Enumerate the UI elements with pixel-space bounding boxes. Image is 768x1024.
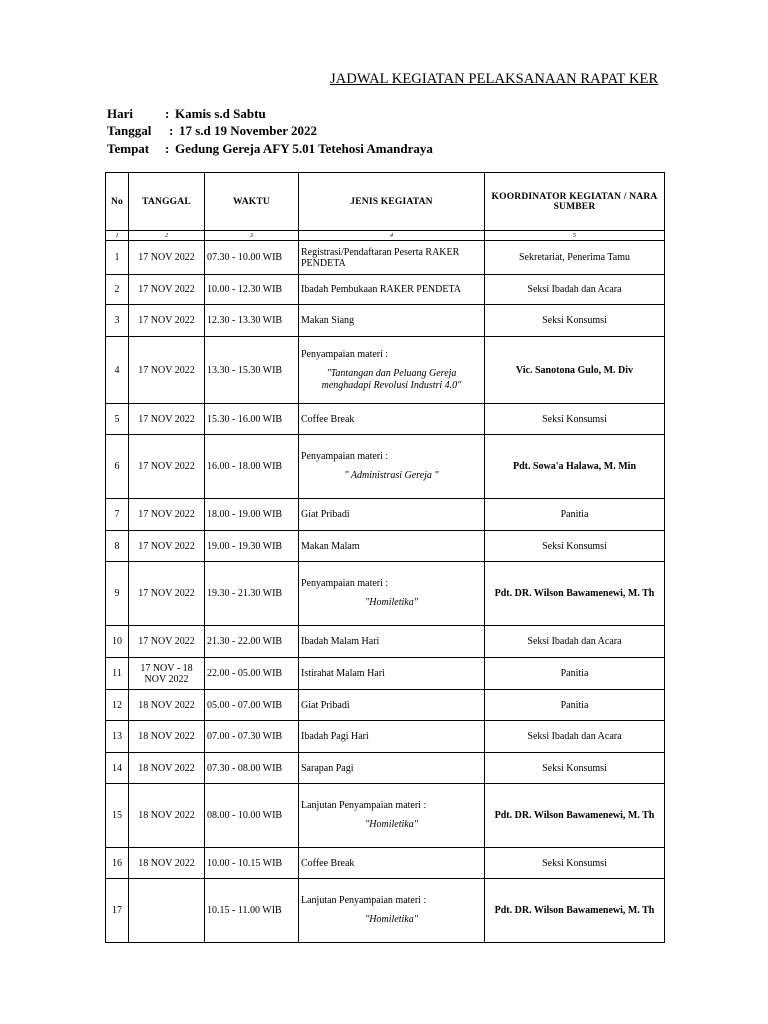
row-activity: Makan Siang [299,305,485,337]
row-date: 17 NOV 2022 [129,435,205,499]
row-number: 2 [106,275,129,305]
row-number: 16 [106,848,129,879]
row-activity: Giat Pribadi [299,499,485,531]
row-activity [299,337,485,404]
index-cell: 4 [299,231,485,241]
row-coordinator: Panitia [485,658,665,690]
row-activity: Makan Malam [299,531,485,562]
row-time: 07.00 - 07.30 WIB [205,721,299,753]
row-time: 19.00 - 19.30 WIB [205,531,299,562]
row-coordinator: Sekretariat, Penerima Tamu [485,241,665,275]
row-number: 13 [106,721,129,753]
table-row [106,305,665,337]
row-coordinator: Panitia [485,499,665,531]
row-activity: Coffee Break [299,404,485,435]
row-time: 16.00 - 18.00 WIB [205,435,299,499]
info-place: Tempat : Gedung Gereja AFY 5.01 Tetehosi Amandraya [107,141,433,156]
row-activity: Giat Pribadi [299,690,485,721]
row-number: 1 [106,241,129,275]
row-date: 17 NOV 2022 [129,562,205,626]
row-coordinator: Seksi Konsumsi [485,848,665,879]
col-header-time: WAKTU [205,173,299,231]
row-coordinator: Seksi Ibadah dan Acara [485,275,665,305]
table-row [106,337,665,404]
row-date: 17 NOV 2022 [129,531,205,562]
row-coordinator: Seksi Konsumsi [485,753,665,784]
row-time: 13.30 - 15.30 WIB [205,337,299,404]
row-coordinator: Pdt. DR. Wilson Bawamenewi, M. Th [485,879,665,943]
table-row [106,658,665,690]
row-activity: Ibadah Pagi Hari [299,721,485,753]
activity-label: Penyampaian materi : [301,348,389,360]
row-time: 22.00 - 05.00 WIB [205,658,299,690]
schedule-table [105,172,665,943]
row-activity: Registrasi/Pendaftaran Peserta RAKER PENDETA [299,241,485,275]
table-row [106,531,665,562]
row-date: 18 NOV 2022 [129,848,205,879]
index-cell: 3 [205,231,299,241]
activity-label: Penyampaian materi : [301,578,389,589]
page-title: JADWAL KEGIATAN PELAKSANAAN RAPAT KER [330,71,659,87]
table-row [106,435,665,499]
row-time: 18.00 - 19.00 WIB [205,499,299,531]
info-day: Hari : Kamis s.d Sabtu [107,106,266,121]
row-time: 07.30 - 08.00 WIB [205,753,299,784]
row-coordinator: Seksi Konsumsi [485,531,665,562]
row-number: 17 [106,879,129,943]
row-date: 17 NOV 2022 [129,305,205,337]
row-coordinator: Pdt. Sowa'a Halawa, M. Min [485,435,665,499]
info-date-value: 17 s.d 19 November 2022 [179,123,318,138]
row-time: 15.30 - 16.00 WIB [205,404,299,435]
info-date-label: Tanggal [107,123,152,138]
row-coordinator: Panitia [485,690,665,721]
row-date: 17 NOV 2022 [129,337,205,404]
table-row [106,721,665,753]
table-row [106,879,665,943]
row-number: 10 [106,626,129,658]
row-date: 18 NOV 2022 [129,784,205,848]
row-time: 12.30 - 13.30 WIB [205,305,299,337]
row-date: 17 NOV 2022 [129,499,205,531]
row-date: 17 NOV 2022 [129,626,205,658]
table-row [106,690,665,721]
row-time: 05.00 - 07.00 WIB [205,690,299,721]
row-time: 08.00 - 10.00 WIB [205,784,299,848]
activity-topic: " Administrasi Gereja " [344,470,439,481]
row-number: 6 [106,435,129,499]
info-day-label: Hari [107,106,133,121]
row-number: 8 [106,531,129,562]
row-activity [299,562,485,626]
table-row [106,404,665,435]
table-row [106,499,665,531]
row-time: 10.00 - 10.15 WIB [205,848,299,879]
info-place-label: Tempat [107,141,150,156]
row-coordinator: Pdt. DR. Wilson Bawamenewi, M. Th [485,562,665,626]
row-activity: Ibadah Pembukaan RAKER PENDETA [299,275,485,305]
row-coordinator: Seksi Ibadah dan Acara [485,721,665,753]
activity-topic: "Homiletika" [365,597,418,608]
index-cell: 5 [485,231,665,241]
row-time: 07.30 - 10.00 WIB [205,241,299,275]
table-row [106,562,665,626]
column-index-row [106,231,665,241]
row-date: 17 NOV 2022 [129,275,205,305]
row-date: 17 NOV 2022 [129,404,205,435]
table-row [106,848,665,879]
table-row [106,626,665,658]
row-time: 19.30 - 21.30 WIB [205,562,299,626]
row-activity [299,435,485,499]
activity-topic: "Tantangan dan Peluang Gereja menghadapi Revolusi Industri 4.0" [321,367,462,391]
row-number: 3 [106,305,129,337]
row-time: 10.00 - 12.30 WIB [205,275,299,305]
col-header-date: TANGGAL [129,173,205,231]
row-coordinator: Seksi Ibadah dan Acara [485,626,665,658]
row-activity: Coffee Break [299,848,485,879]
info-date: Tanggal : 17 s.d 19 November 2022 [107,123,318,138]
row-number: 7 [106,499,129,531]
row-coordinator: Pdt. DR. Wilson Bawamenewi, M. Th [485,784,665,848]
row-time: 10.15 - 11.00 WIB [205,879,299,943]
table-row [106,241,665,275]
row-number: 15 [106,784,129,848]
row-date: 18 NOV 2022 [129,753,205,784]
activity-label: Lanjutan Penyampaian materi : [301,800,427,811]
row-coordinator: Seksi Konsumsi [485,404,665,435]
row-date: 18 NOV 2022 [129,721,205,753]
activity-label: Lanjutan Penyampaian materi : [301,895,427,906]
activity-topic: "Homiletika" [365,914,418,925]
info-place-value: Gedung Gereja AFY 5.01 Tetehosi Amandraya [175,141,433,156]
activity-topic: "Homiletika" [365,819,418,830]
row-number: 9 [106,562,129,626]
row-activity: Istirahat Malam Hari [299,658,485,690]
row-coordinator: Seksi Konsumsi [485,305,665,337]
row-number: 11 [106,658,129,690]
table-row [106,753,665,784]
row-activity [299,784,485,848]
info-day-value: Kamis s.d Sabtu [175,106,266,121]
index-cell: 1 [106,231,129,241]
row-number: 14 [106,753,129,784]
row-activity: Sarapan Pagi [299,753,485,784]
activity-label: Penyampaian materi : [301,451,389,462]
row-time: 21.30 - 22.00 WIB [205,626,299,658]
row-activity: Ibadah Malam Hari [299,626,485,658]
row-activity [299,879,485,943]
col-header-coordinator: KOORDINATOR KEGIATAN / NARA SUMBER [485,173,665,231]
row-coordinator: Vic. Sanotona Gulo, M. Div [485,337,665,404]
row-date [129,879,205,943]
index-cell: 2 [129,231,205,241]
row-date: 18 NOV 2022 [129,690,205,721]
table-header-row [106,173,665,231]
row-number: 5 [106,404,129,435]
row-date: 17 NOV 2022 [129,241,205,275]
row-date: 17 NOV - 18 NOV 2022 [129,658,205,690]
row-number: 12 [106,690,129,721]
col-header-activity: JENIS KEGIATAN [299,173,485,231]
col-header-no: No [106,173,129,231]
row-number: 4 [106,337,129,404]
table-row [106,784,665,848]
table-row [106,275,665,305]
